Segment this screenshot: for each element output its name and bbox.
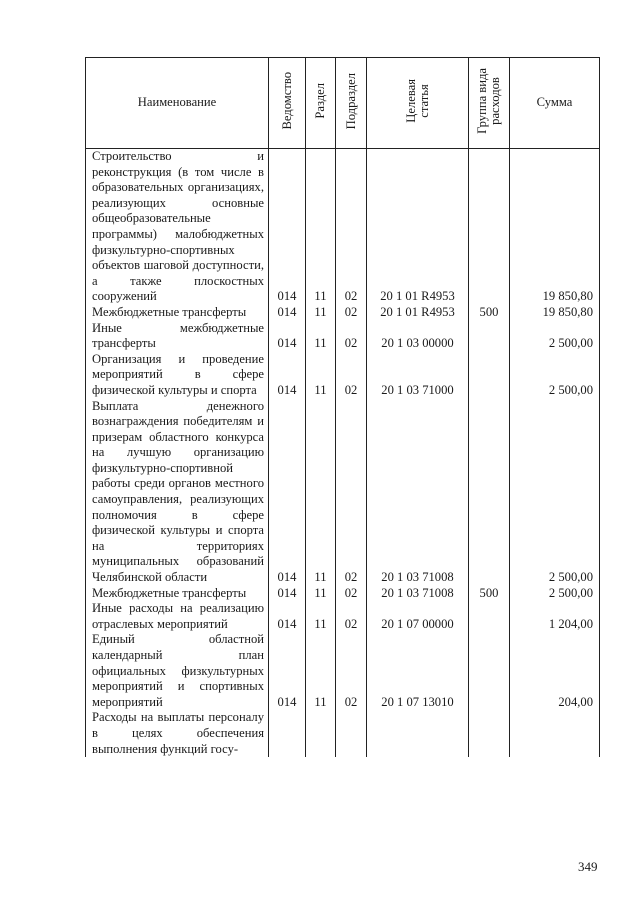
row-summa: 2 500,00 [510, 586, 600, 602]
row-razdel: 11 [306, 632, 336, 710]
row-celevaya-statya: 20 1 01 R4953 [367, 149, 469, 305]
row-summa: 19 850,80 [510, 305, 600, 321]
row-podrazdel: 02 [336, 149, 367, 305]
row-gruppa: 500 [469, 305, 510, 321]
row-name: Единый областной календарный план официальных физкультурных мероприятий и спортивных мероприятий [86, 632, 269, 710]
table-header [86, 58, 600, 149]
row-celevaya-statya: 20 1 03 71000 [367, 352, 469, 399]
row-name: Межбюджетные трансферты [86, 586, 269, 602]
row-name: Организация и проведение мероприятий в сфере физической культуры и спорта [86, 352, 269, 399]
row-vedomstvo: 014 [269, 149, 306, 305]
row-celevaya-statya: 20 1 03 71008 [367, 399, 469, 586]
row-podrazdel: 02 [336, 305, 367, 321]
row-podrazdel [336, 710, 367, 757]
row-razdel: 11 [306, 149, 336, 305]
row-gruppa [469, 710, 510, 757]
row-name: Межбюджетные трансферты [86, 305, 269, 321]
row-celevaya-statya [367, 710, 469, 757]
row-celevaya-statya: 20 1 01 R4953 [367, 305, 469, 321]
row-gruppa [469, 321, 510, 352]
row-razdel [306, 710, 336, 757]
budget-table [85, 57, 600, 757]
row-celevaya-statya: 20 1 07 00000 [367, 601, 469, 632]
row-vedomstvo: 014 [269, 601, 306, 632]
row-podrazdel: 02 [336, 586, 367, 602]
page-number: 349 [578, 859, 598, 874]
row-summa: 2 500,00 [510, 399, 600, 586]
row-razdel: 11 [306, 399, 336, 586]
row-gruppa [469, 352, 510, 399]
row-name: Иные межбюджетные трансферты [86, 321, 269, 352]
row-podrazdel: 02 [336, 632, 367, 710]
table-row [86, 321, 600, 352]
row-gruppa [469, 632, 510, 710]
table-row [86, 710, 600, 757]
row-summa: 204,00 [510, 632, 600, 710]
row-name: Выплата денежного вознаграждения победителям и призерам областного конкурса на лучшую организацию физкультурно-спортивной работы среди органов местного самоуправления, реализующих полномочия в сфере физической культуры и спорта на территориях муниципальных образований Челябинской области [86, 399, 269, 586]
row-gruppa [469, 399, 510, 586]
header-podrazdel: Подраздел [336, 58, 367, 149]
row-name: Иные расходы на реализацию отраслевых мероприятий [86, 601, 269, 632]
row-name: Расходы на выплаты персоналу в целях обеспечения выполнения функций госу- [86, 710, 269, 757]
header-name: Наименование [86, 58, 269, 149]
table-row [86, 632, 600, 710]
row-razdel: 11 [306, 305, 336, 321]
row-vedomstvo [269, 710, 306, 757]
row-razdel: 11 [306, 586, 336, 602]
row-podrazdel: 02 [336, 399, 367, 586]
row-gruppa [469, 601, 510, 632]
header-celevaya-statya: Целевая статья [367, 58, 469, 149]
header-vedomstvo: Ведомство [269, 58, 306, 149]
row-razdel: 11 [306, 352, 336, 399]
row-celevaya-statya: 20 1 03 71008 [367, 586, 469, 602]
row-celevaya-statya: 20 1 07 13010 [367, 632, 469, 710]
row-summa: 19 850,80 [510, 149, 600, 305]
row-razdel: 11 [306, 321, 336, 352]
row-summa: 2 500,00 [510, 352, 600, 399]
header-summa: Сумма [510, 58, 600, 149]
row-podrazdel: 02 [336, 321, 367, 352]
row-podrazdel: 02 [336, 601, 367, 632]
row-razdel: 11 [306, 601, 336, 632]
table-row [86, 399, 600, 586]
row-podrazdel: 02 [336, 352, 367, 399]
row-vedomstvo: 014 [269, 399, 306, 586]
row-vedomstvo: 014 [269, 352, 306, 399]
table-row [86, 305, 600, 321]
row-gruppa [469, 149, 510, 305]
row-celevaya-statya: 20 1 03 00000 [367, 321, 469, 352]
table-row [86, 601, 600, 632]
row-name: Строительство и реконструкция (в том числе в образовательных организациях, реализующих основные общеобразовательные программы) малобюджетных физкультурно-спортивных объектов шаговой доступности, а также плоскостных сооружений [86, 149, 269, 305]
table-row [86, 149, 600, 305]
table-row [86, 352, 600, 399]
row-vedomstvo: 014 [269, 632, 306, 710]
header-razdel: Раздел [306, 58, 336, 149]
row-gruppa: 500 [469, 586, 510, 602]
row-summa: 2 500,00 [510, 321, 600, 352]
row-summa: 1 204,00 [510, 601, 600, 632]
row-vedomstvo: 014 [269, 305, 306, 321]
row-vedomstvo: 014 [269, 586, 306, 602]
row-vedomstvo: 014 [269, 321, 306, 352]
row-summa [510, 710, 600, 757]
header-gruppa-vida-rashodov: Группа вида расходов [469, 58, 510, 149]
table-row [86, 586, 600, 602]
